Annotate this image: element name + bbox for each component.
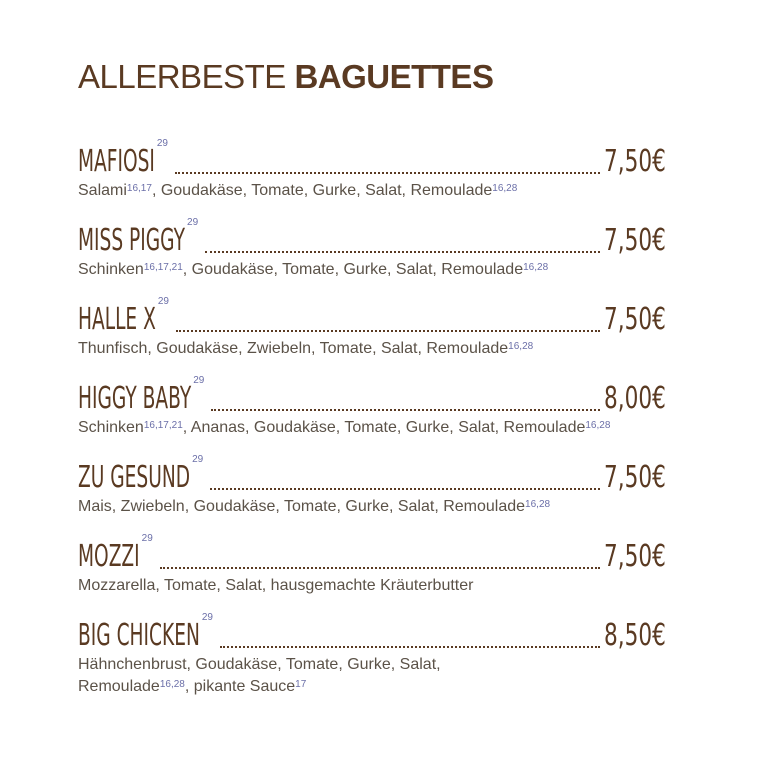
menu-item [78,298,666,360]
allergen-superscript: 16,28 [159,679,185,690]
description-text: Schinken [78,419,144,436]
menu-item-superscript: 29 [157,296,169,307]
allergen-superscript: 17 [295,679,307,690]
description-text: , pikante Sauce [184,678,296,695]
menu-item-price: 7,50€ [604,460,666,495]
menu-item-title-row [78,377,666,417]
menu-item-description [78,338,666,360]
menu-item-name-wrap [78,144,202,180]
menu-item-name-wrap [78,539,177,575]
menu-item-name-wrap [78,223,251,259]
dot-leader [175,172,600,174]
menu-item [78,140,666,202]
menu-item-title-row [78,456,666,496]
allergen-superscript: 16,28 [523,262,549,273]
menu-item-description [78,654,666,698]
menu-item-title-row [78,298,666,338]
description-text: Hähnchenbrust, Goudakäse, Tomate, Gurke, Salat, [78,656,441,673]
menu-item-name: MAFIOSI [78,144,155,179]
menu-item-title-row [78,140,666,180]
dot-leader [160,567,600,569]
menu-item-superscript: 29 [187,217,199,228]
dot-leader [211,409,600,411]
menu-item-title-row [78,219,666,259]
menu-item-name: HIGGY BABY [78,381,192,416]
menu-item-superscript: 29 [201,612,213,623]
menu-item-title-row [78,535,666,575]
menu-item [78,535,666,597]
heading-bold: BAGUETTES [294,58,494,95]
dot-leader [210,488,600,490]
menu-item-description [78,180,666,202]
menu-item-description [78,575,666,597]
menu-item-name-wrap [78,302,204,338]
menu-heading [78,58,493,96]
menu-item [78,219,666,281]
menu-item-name: BIG CHICKEN [78,618,200,653]
dot-leader [205,251,600,253]
menu-item-superscript: 29 [141,533,153,544]
menu-item-name: HALLE X [78,302,156,337]
allergen-superscript: 16,17,21 [143,262,183,273]
description-text: Remoulade [78,678,160,695]
menu-item-description [78,259,666,281]
description-text: Thunfisch, Goudakäse, Zwiebeln, Tomate, Salat, Remoulade [78,340,509,357]
menu-item-name: MOZZI [78,539,140,574]
description-text: Schinken [78,261,144,278]
description-text: , Ananas, Goudakäse, Tomate, Gurke, Salat, Remoulade [182,419,586,436]
menu-item-name-wrap [78,618,275,654]
menu-item-price: 7,50€ [604,144,666,179]
description-text: , Goudakäse, Tomate, Gurke, Salat, Remoulade [182,261,524,278]
menu-item-name: ZU GESUND [78,460,191,495]
menu-item-superscript: 29 [156,138,168,149]
allergen-superscript: 16,17 [126,183,152,194]
menu-item-superscript: 29 [192,454,204,465]
menu-item-name-wrap [78,381,261,417]
allergen-superscript: 16,28 [508,341,534,352]
dot-leader [176,330,600,332]
menu-item [78,614,666,698]
description-text: , Goudakäse, Tomate, Gurke, Salat, Remoulade [151,182,493,199]
menu-item-price: 7,50€ [604,223,666,258]
menu-item-price: 7,50€ [604,539,666,574]
menu-item-superscript: 29 [193,375,205,386]
description-text: Salami [78,182,127,199]
allergen-superscript: 16,28 [492,183,518,194]
menu-item-title-row [78,614,666,654]
dot-leader [220,646,600,648]
menu-item [78,456,666,518]
menu-item-price: 8,50€ [604,618,666,653]
allergen-superscript: 16,28 [585,420,611,431]
menu-item-description [78,417,666,439]
menu-item [78,377,666,439]
heading-light: ALLERBESTE [78,58,286,95]
description-text: Mais, Zwiebeln, Goudakäse, Tomate, Gurke, Salat, Remoulade [78,498,526,515]
menu-item-name: MISS PIGGY [78,223,186,258]
menu-item-price: 7,50€ [604,302,666,337]
allergen-superscript: 16,28 [525,499,551,510]
menu-item-name-wrap [78,460,259,496]
description-text: Mozzarella, Tomate, Salat, hausgemachte Kräuterbutter [78,577,474,594]
menu-item-price: 8,00€ [604,381,666,416]
allergen-superscript: 16,17,21 [143,420,183,431]
menu-item-description [78,496,666,518]
